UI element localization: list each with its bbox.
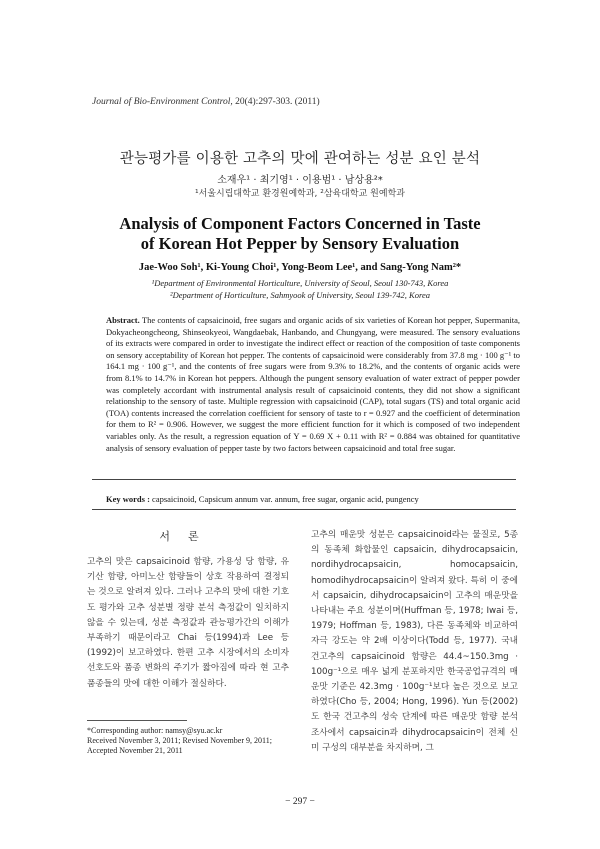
introduction-heading: 서론 [159,530,217,543]
footnote [87,726,297,756]
abstract-label: Abstract. [106,315,140,325]
keywords-text: capsaicinoid, Capsicum annum var. annum, free sugar, organic acid, pungency [152,494,419,504]
affiliation-2: ²Department of Horticulture, Sahmyook of University, Seoul 139-742, Korea [170,289,430,300]
korean-authors: 소재우¹ · 최기영¹ · 이용범¹ · 남상용²* [217,175,383,186]
english-title-line-1: Analysis of Component Factors Concerned in Taste [119,214,481,233]
right-column-paragraph: 고추의 매운맛 성분은 capsaicinoid라는 물질로, 5종의 동족체 화합물인 capsaicin, dihydrocapsaicin, nordihydrocapsaicin, homocapsaicin, homodihydrocapsaicin이 알려져 왔다. 특히 이 중에서 capsaicin, dihydrocapsaicin이 고추의 매운맛을 나타내는 주요 성분이며(Huffman 등, 1978; Iwai 등, 1979; Hoffman 등, 1983), 다른 동족체와 비교하여 자극 강도는 약 2배 이상이다(Todd 등, 1977). 국내 건고추의 capsaicinoid 함량은 44.4~150.3mg · 100g⁻¹으로 매우 넓게 분포하지만 한국공업규격의 매운맛 기준은 42.3mg · 100g⁻¹보다 높은 것으로 보고하였다(Cho 등, 2004; Hong, 1996). Yun 등(2002)도 한국 건고추의 성숙 단계에 따른 매운맛 함량 분석 조사에서 capsaicin과 dihydrocapsaicin이 전체 신미 구성의 대부분을 차지하며, 그 [311,530,518,753]
keywords [106,494,526,504]
right-column [311,528,518,756]
received-dates: Received November 3, 2011; Revised November 9, 2011; [87,736,272,745]
accepted-date: Accepted November 21, 2011 [87,746,183,755]
english-affiliations [0,278,600,301]
left-column [87,555,289,692]
footnote-rule [87,720,187,721]
journal-name: Journal of Bio-Environment Control, [92,97,233,107]
journal-citation [92,97,320,107]
keywords-top-rule [92,479,516,480]
english-title [0,214,600,254]
korean-affiliations: ¹서울시립대학교 환경원예학과, ²삼육대학교 원예학과 [195,189,405,199]
page-number: − 297 − [285,797,315,807]
keywords-bottom-rule [92,509,516,510]
journal-volume: 20(4):297-303. (2011) [235,97,320,107]
affiliation-1: ¹Department of Environmental Horticulture, University of Seoul, Seoul 130-743, Korea [151,278,449,288]
corresponding-author: *Corresponding author: namsy@syu.ac.kr [87,726,223,735]
abstract-text: The contents of capsaicinoid, free sugars and organic acids of six varieties of Korean hot pepper, Supermanita, Dokyacheongcheong, Shinseokyeoi, Wangdaebak, Hanbando, and Chungyang, were measured. The sensory evaluations of its extracts were compared in order to investigate the indirect effect or reaction of the composition of taste components on sensory acceptability of Korean hot pepper. The contents of capsaicinoid were considerably from 37.8 mg · 100 g⁻¹ to 164.1 mg · 100 g⁻¹, and the contents of free sugars were from 9.3% to 18.2%, and the contents of organic acids were from 8.1% to 14.7% in Korean hot peppers. Although the pungent sensory evaluation of water extract of pepper powder was completely accordant with instrumental analysis result of capsaicinoid contents, they did not show a significant relationship to the sensory of taste. Multiple regression with capsaicinoid (CAP), total sugars (TS) and total organic acid (TOA) contents increased the correlation coefficient for sensory of taste to r = 0.927 and the coefficient of determination for them to R² = 0.906. However, we suggest the more efficient function for it which is composed of two independent variables only. As the result, a regression equation of Y = 0.69 X + 0.11 with R² = 0.884 was obtained for quantitative analysis of sensory evaluation of pepper taste by two factors between capsaicinoid and total free sugar. [106,315,520,453]
english-authors: Jae-Woo Soh¹, Ki-Young Choi¹, Yong-Beom Lee¹, and Sang-Yong Nam²* [138,262,462,273]
english-title-line-2: of Korean Hot Pepper by Sensory Evaluation [140,234,460,253]
left-column-paragraph: 고추의 맛은 capsaicinoid 함량, 가용성 당 함량, 유기산 함량, 아미노산 함량들이 상호 작용하여 결정되는 것으로 알려져 있다. 그러나 고추의 맛에 대한 기호도 평가와 고추 성분별 정량 분석 측정값이 일치하지 않을 수 있는데, 성분 측정값과 관능평가간의 이해가 부족하기 때문이라고 Chai 등(1994)과 Lee 등(1992)이 보고하였다. 한편 고추 시장에서의 소비자 선호도와 품종 변화의 주기가 짧아짐에 따라 현 고추 품종들의 맛에 대한 이해가 절실하다. [87,557,289,689]
korean-title: 관능평가를 이용한 고추의 맛에 관여하는 성분 요인 분석 [119,151,481,167]
abstract [106,315,520,454]
keywords-label: Key words : [106,494,150,504]
